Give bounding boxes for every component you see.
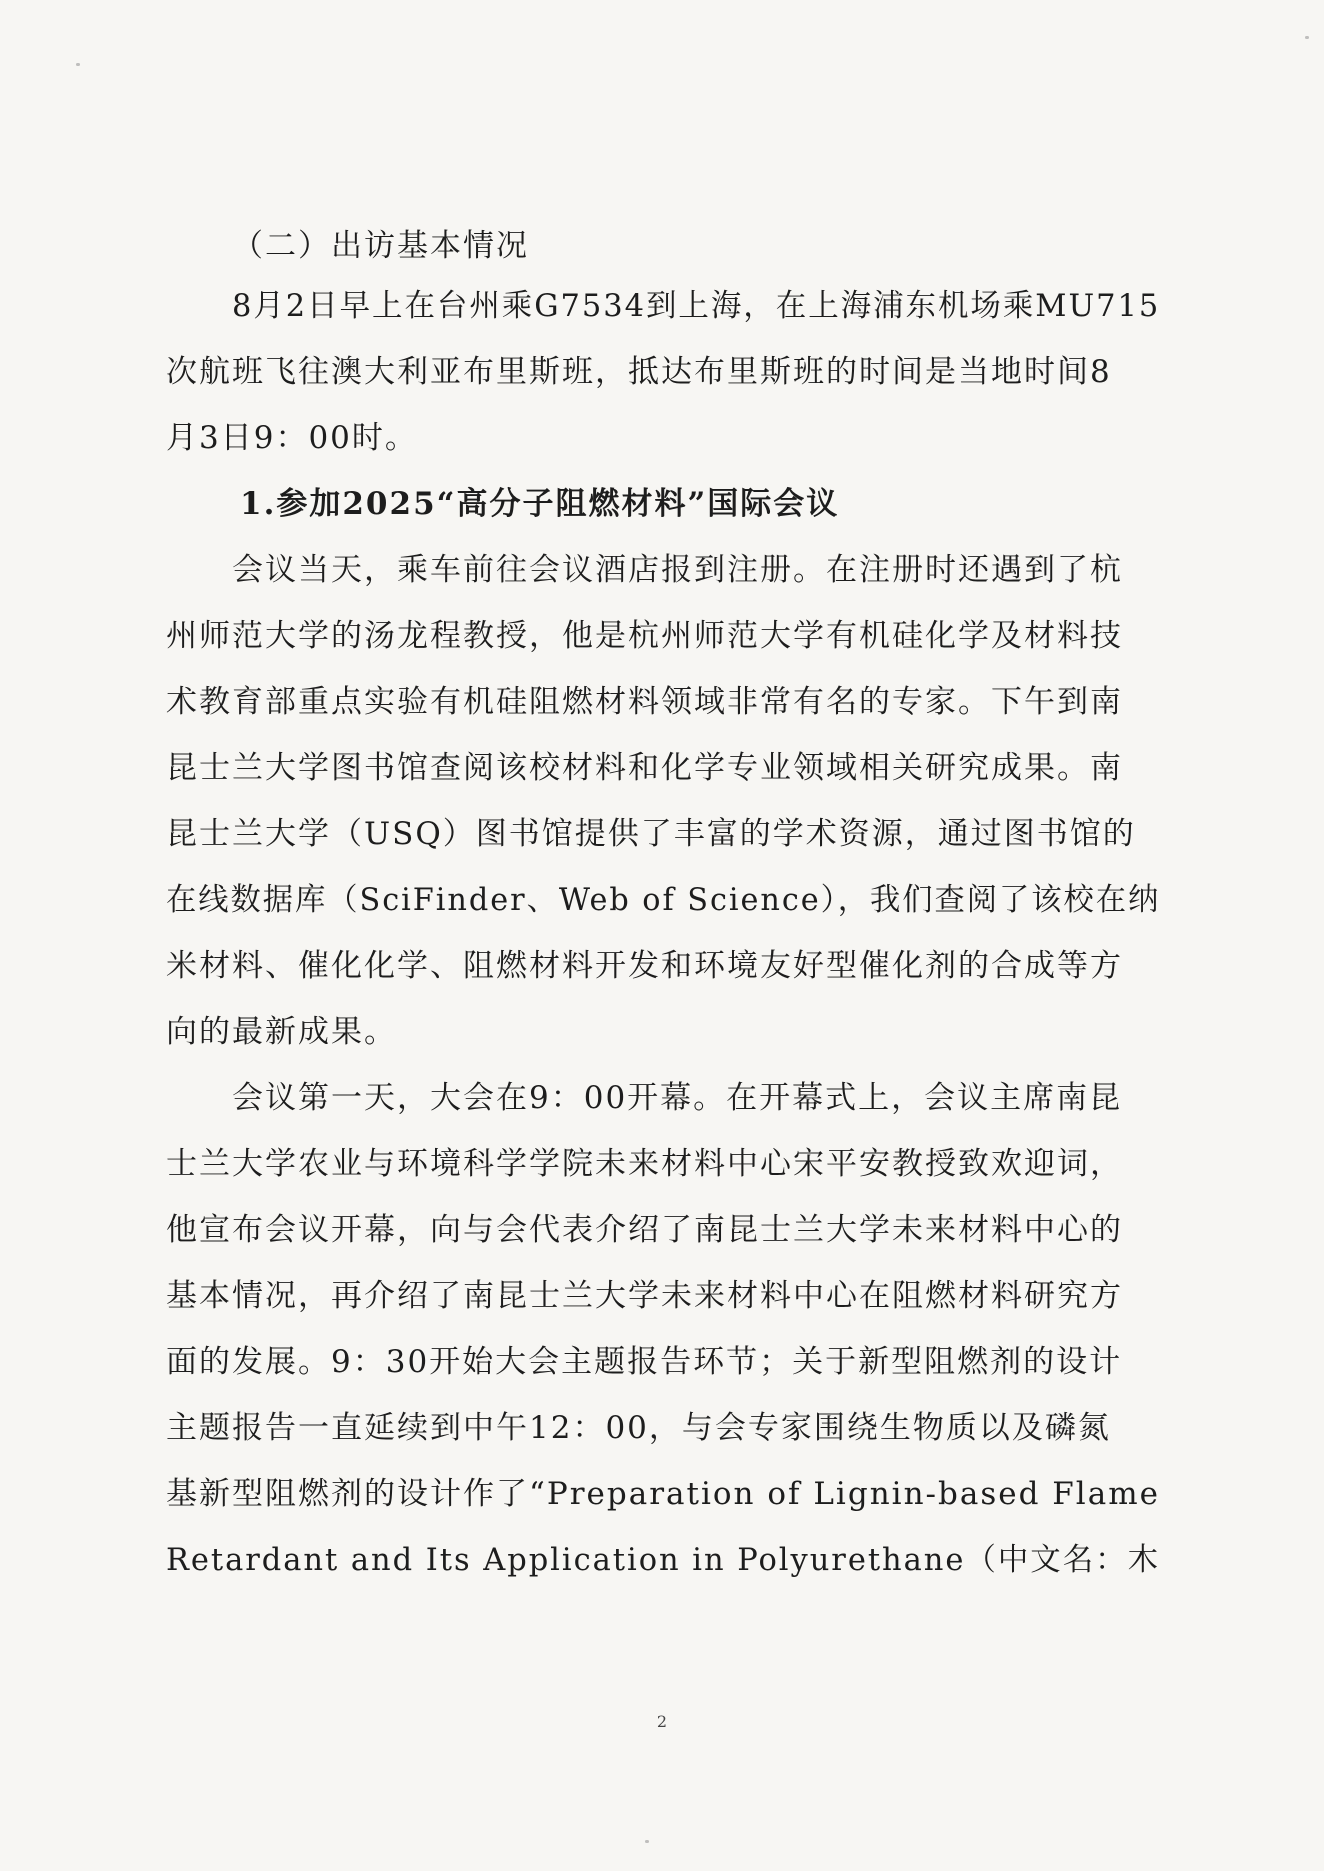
paragraph-line: 士兰大学农业与环境科学学院未来材料中心宋平安教授致欢迎词，	[166, 1146, 1123, 1182]
paragraph-line: 术教育部重点实验有机硅阻燃材料领域非常有名的专家。下午到南	[166, 684, 1123, 720]
scan-speck	[76, 63, 80, 66]
subheading: 1.参加2025“高分子阻燃材料”国际会议	[240, 486, 840, 522]
scan-speck	[1305, 36, 1309, 39]
paragraph-line: 昆士兰大学图书馆查阅该校材料和化学专业领域相关研究成果。南	[166, 750, 1123, 786]
paragraph-line: 基本情况，再介绍了南昆士兰大学未来材料中心在阻燃材料研究方	[166, 1278, 1123, 1314]
paragraph-line: 米材料、催化化学、阻燃材料开发和环境友好型催化剂的合成等方	[166, 948, 1123, 984]
paragraph-line: 昆士兰大学（USQ）图书馆提供了丰富的学术资源，通过图书馆的	[166, 816, 1136, 852]
paragraph-line: 8月2日早上在台州乘G7534到上海，在上海浦东机场乘MU715	[232, 288, 1161, 324]
paragraph-line: 向的最新成果。	[166, 1014, 397, 1050]
page-number: 2	[656, 1712, 668, 1731]
paragraph-line: 主题报告一直延续到中午12：00，与会专家围绕生物质以及磷氮	[166, 1410, 1111, 1446]
paragraph-line: 在线数据库（SciFinder、Web of Science），我们查阅了该校在纳	[166, 882, 1161, 918]
section-heading: （二）出访基本情况	[232, 228, 529, 264]
paragraph-line: 会议第一天，大会在9：00开幕。在开幕式上，会议主席南昆	[232, 1080, 1123, 1116]
paragraph-line: Retardant and Its Application in Polyurethane（中文名：木	[166, 1542, 1161, 1578]
paragraph-line: 次航班飞往澳大利亚布里斯班，抵达布里斯班的时间是当地时间8	[166, 354, 1112, 390]
paragraph-line: 会议当天，乘车前往会议酒店报到注册。在注册时还遇到了杭	[232, 552, 1123, 588]
paragraph-line: 月3日9：00时。	[166, 420, 418, 456]
scan-speck	[645, 1840, 649, 1843]
paragraph-line: 他宣布会议开幕，向与会代表介绍了南昆士兰大学未来材料中心的	[166, 1212, 1123, 1248]
paragraph-line: 基新型阻燃剂的设计作了“Preparation of Lignin-based Flame	[166, 1476, 1160, 1512]
paragraph-line: 州师范大学的汤龙程教授，他是杭州师范大学有机硅化学及材料技	[166, 618, 1123, 654]
paragraph-line: 面的发展。9：30开始大会主题报告环节；关于新型阻燃剂的设计	[166, 1344, 1123, 1380]
